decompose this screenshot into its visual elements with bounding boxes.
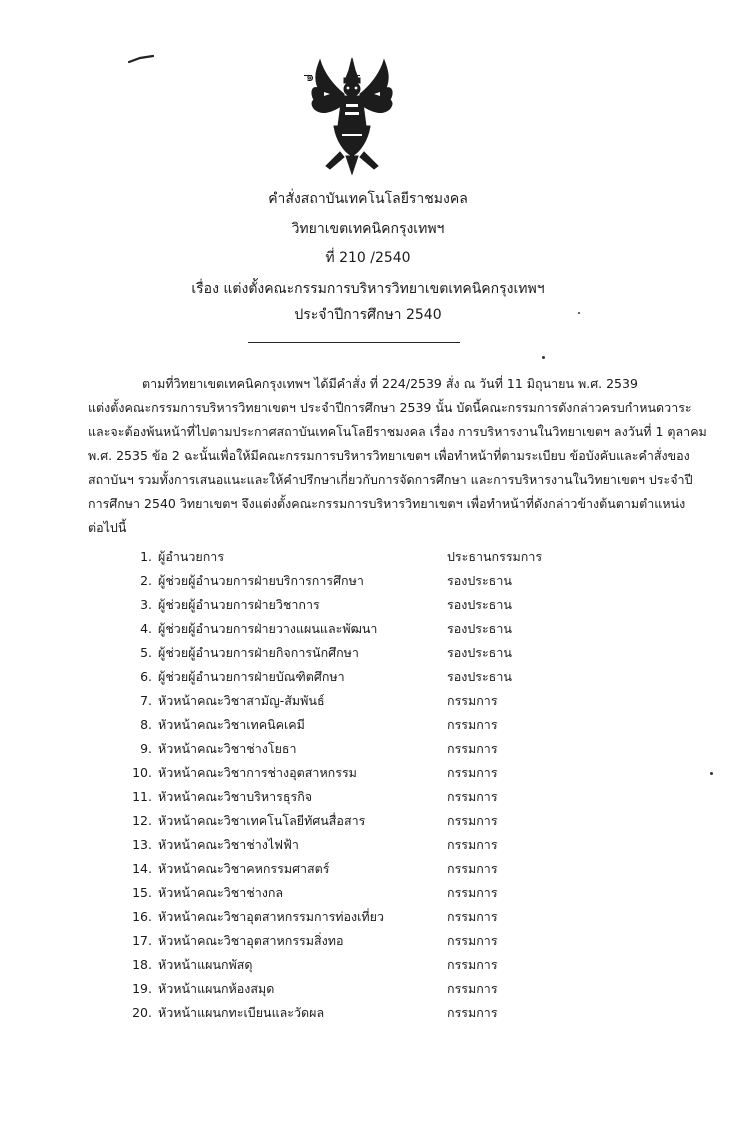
committee-member-row <box>0 882 736 906</box>
committee-member-row <box>0 618 736 642</box>
member-number: 13. <box>132 837 152 852</box>
body-line: ต่อไปนี้ <box>88 520 127 535</box>
member-role: กรรมการ <box>447 837 498 852</box>
member-number: 1. <box>140 549 152 564</box>
committee-member-row <box>0 906 736 930</box>
member-position: ผู้อำนวยการ <box>158 549 225 564</box>
campus-name: วิทยาเขตเทคนิคกรุงเทพฯ <box>291 221 445 237</box>
member-position: หัวหน้าคณะวิชาคหกรรมศาสตร์ <box>158 861 330 876</box>
scan-speck <box>578 312 580 314</box>
committee-member-row <box>0 666 736 690</box>
body-line: และจะต้องพ้นหน้าที่ไปตามประกาศสถาบันเทคโนโลยีราชมงคล เรื่อง การบริหารงานในวิทยาเขตฯ ลงวันที่ 1 ตุลาคม <box>88 424 707 439</box>
member-position: หัวหน้าคณะวิชาการช่างอุตสาหกรรม <box>158 765 357 780</box>
member-number: 6. <box>140 669 152 684</box>
committee-member-row <box>0 762 736 786</box>
member-role: กรรมการ <box>447 981 498 996</box>
body-line: การศึกษา 2540 วิทยาเขตฯ จึงแต่งตั้งคณะกรรมการบริหารวิทยาเขตฯ เพื่อทำหน้าที่ดังกล่าวข้างต้นตามตำแหน่ง <box>88 496 686 511</box>
page-number: ๑๒ <box>306 66 358 87</box>
member-number: 19. <box>132 981 152 996</box>
member-number: 2. <box>140 573 152 588</box>
member-number: 5. <box>140 645 152 660</box>
committee-member-row <box>0 570 736 594</box>
member-role: รองประธาน <box>447 645 512 660</box>
member-position: หัวหน้าแผนกพัสดุ <box>158 957 253 972</box>
member-role: กรรมการ <box>447 693 498 708</box>
member-number: 8. <box>140 717 152 732</box>
member-number: 20. <box>132 1005 152 1020</box>
member-number: 17. <box>132 933 152 948</box>
pen-mark <box>128 54 154 64</box>
member-position: หัวหน้าคณะวิชาสามัญ-สัมพันธ์ <box>158 693 325 708</box>
scan-speck <box>710 772 713 775</box>
member-role: กรรมการ <box>447 885 498 900</box>
member-position: ผู้ช่วยผู้อำนวยการฝ่ายวิชาการ <box>158 597 320 612</box>
member-role: กรรมการ <box>447 909 498 924</box>
header-divider <box>248 342 460 343</box>
committee-member-row <box>0 954 736 978</box>
member-number: 9. <box>140 741 152 756</box>
member-position: หัวหน้าแผนกห้องสมุด <box>158 981 275 996</box>
member-role: รองประธาน <box>447 621 512 636</box>
committee-member-row <box>0 786 736 810</box>
member-position: หัวหน้าคณะวิชาช่างโยธา <box>158 741 297 756</box>
member-number: 15. <box>132 885 152 900</box>
member-position: หัวหน้าคณะวิชาบริหารธุรกิจ <box>158 789 313 804</box>
member-role: รองประธาน <box>447 669 512 684</box>
member-position: หัวหน้าคณะวิชาเทคโนโลยีทัศนสื่อสาร <box>158 813 366 828</box>
order-body <box>88 372 707 540</box>
member-position: หัวหน้าคณะวิชาเทคนิคเคมี <box>158 717 305 732</box>
committee-member-row <box>0 714 736 738</box>
member-role: กรรมการ <box>447 741 498 756</box>
committee-member-row <box>0 810 736 834</box>
order-number: ที่ 210 /2540 <box>325 250 411 266</box>
member-number: 11. <box>132 789 152 804</box>
member-position: หัวหน้าคณะวิชาช่างไฟฟ้า <box>158 837 299 852</box>
member-position: หัวหน้าคณะวิชาอุตสาหกรรมการท่องเที่ยว <box>158 909 385 924</box>
member-role: ประธานกรรมการ <box>447 549 543 564</box>
body-line: แต่งตั้งคณะกรรมการบริหารวิทยาเขตฯ ประจำปีการศึกษา 2539 นั้น บัดนี้คณะกรรมการดังกล่าวครบกำหนดวาระ <box>88 400 692 415</box>
committee-member-row <box>0 690 736 714</box>
committee-member-row <box>0 930 736 954</box>
member-position: ผู้ช่วยผู้อำนวยการฝ่ายวางแผนและพัฒนา <box>158 621 378 636</box>
member-number: 4. <box>140 621 152 636</box>
member-number: 18. <box>132 957 152 972</box>
order-subject: เรื่อง แต่งตั้งคณะกรรมการบริหารวิทยาเขตเทคนิคกรุงเทพฯ <box>191 281 545 297</box>
member-role: กรรมการ <box>447 813 498 828</box>
member-role: กรรมการ <box>447 717 498 732</box>
committee-member-row <box>0 594 736 618</box>
academic-year: ประจำปีการศึกษา 2540 <box>294 307 442 323</box>
member-position: หัวหน้าคณะวิชาช่างกล <box>158 885 284 900</box>
member-role: กรรมการ <box>447 861 498 876</box>
member-role: รองประธาน <box>447 597 512 612</box>
member-role: กรรมการ <box>447 1005 498 1020</box>
member-role: รองประธาน <box>447 573 512 588</box>
committee-member-row <box>0 1002 736 1026</box>
scan-speck <box>542 356 545 359</box>
member-number: 12. <box>132 813 152 828</box>
member-position: ผู้ช่วยผู้อำนวยการฝ่ายกิจการนักศึกษา <box>158 645 359 660</box>
committee-member-list <box>0 546 736 1026</box>
committee-member-row <box>0 978 736 1002</box>
member-number: 3. <box>140 597 152 612</box>
body-line: พ.ศ. 2535 ข้อ 2 ฉะนั้นเพื่อให้มีคณะกรรมการบริหารวิทยาเขตฯ เพื่อทำหน้าที่ตามระเบียบ ข้อบังคับและคำสั่งของ <box>88 448 690 463</box>
committee-member-row <box>0 738 736 762</box>
member-role: กรรมการ <box>447 957 498 972</box>
body-line: สถาบันฯ รวมทั้งการเสนอแนะและให้คำปรึกษาเกี่ยวกับการจัดการศึกษา และการบริหารงานในวิทยาเขตฯ ประจำปี <box>88 472 693 487</box>
member-role: กรรมการ <box>447 765 498 780</box>
member-position: หัวหน้าคณะวิชาอุตสาหกรรมสิ่งทอ <box>158 933 344 948</box>
committee-member-row <box>0 858 736 882</box>
member-position: ผู้ช่วยผู้อำนวยการฝ่ายบริการการศึกษา <box>158 573 364 588</box>
order-issuer: คำสั่งสถาบันเทคโนโลยีราชมงคล <box>268 191 468 207</box>
member-role: กรรมการ <box>447 789 498 804</box>
member-number: 14. <box>132 861 152 876</box>
member-position: ผู้ช่วยผู้อำนวยการฝ่ายบัณฑิตศึกษา <box>158 669 345 684</box>
member-role: กรรมการ <box>447 933 498 948</box>
member-number: 16. <box>132 909 152 924</box>
committee-member-row <box>0 546 736 570</box>
committee-member-row <box>0 834 736 858</box>
member-number: 7. <box>140 693 152 708</box>
member-number: 10. <box>132 765 152 780</box>
committee-member-row <box>0 642 736 666</box>
body-line: ตามที่วิทยาเขตเทคนิคกรุงเทพฯ ได้มีคำสั่ง ที่ 224/2539 สั่ง ณ วันที่ 11 มิถุนายน พ.ศ. 2539 <box>142 376 638 391</box>
member-position: หัวหน้าแผนกทะเบียนและวัดผล <box>158 1005 325 1020</box>
